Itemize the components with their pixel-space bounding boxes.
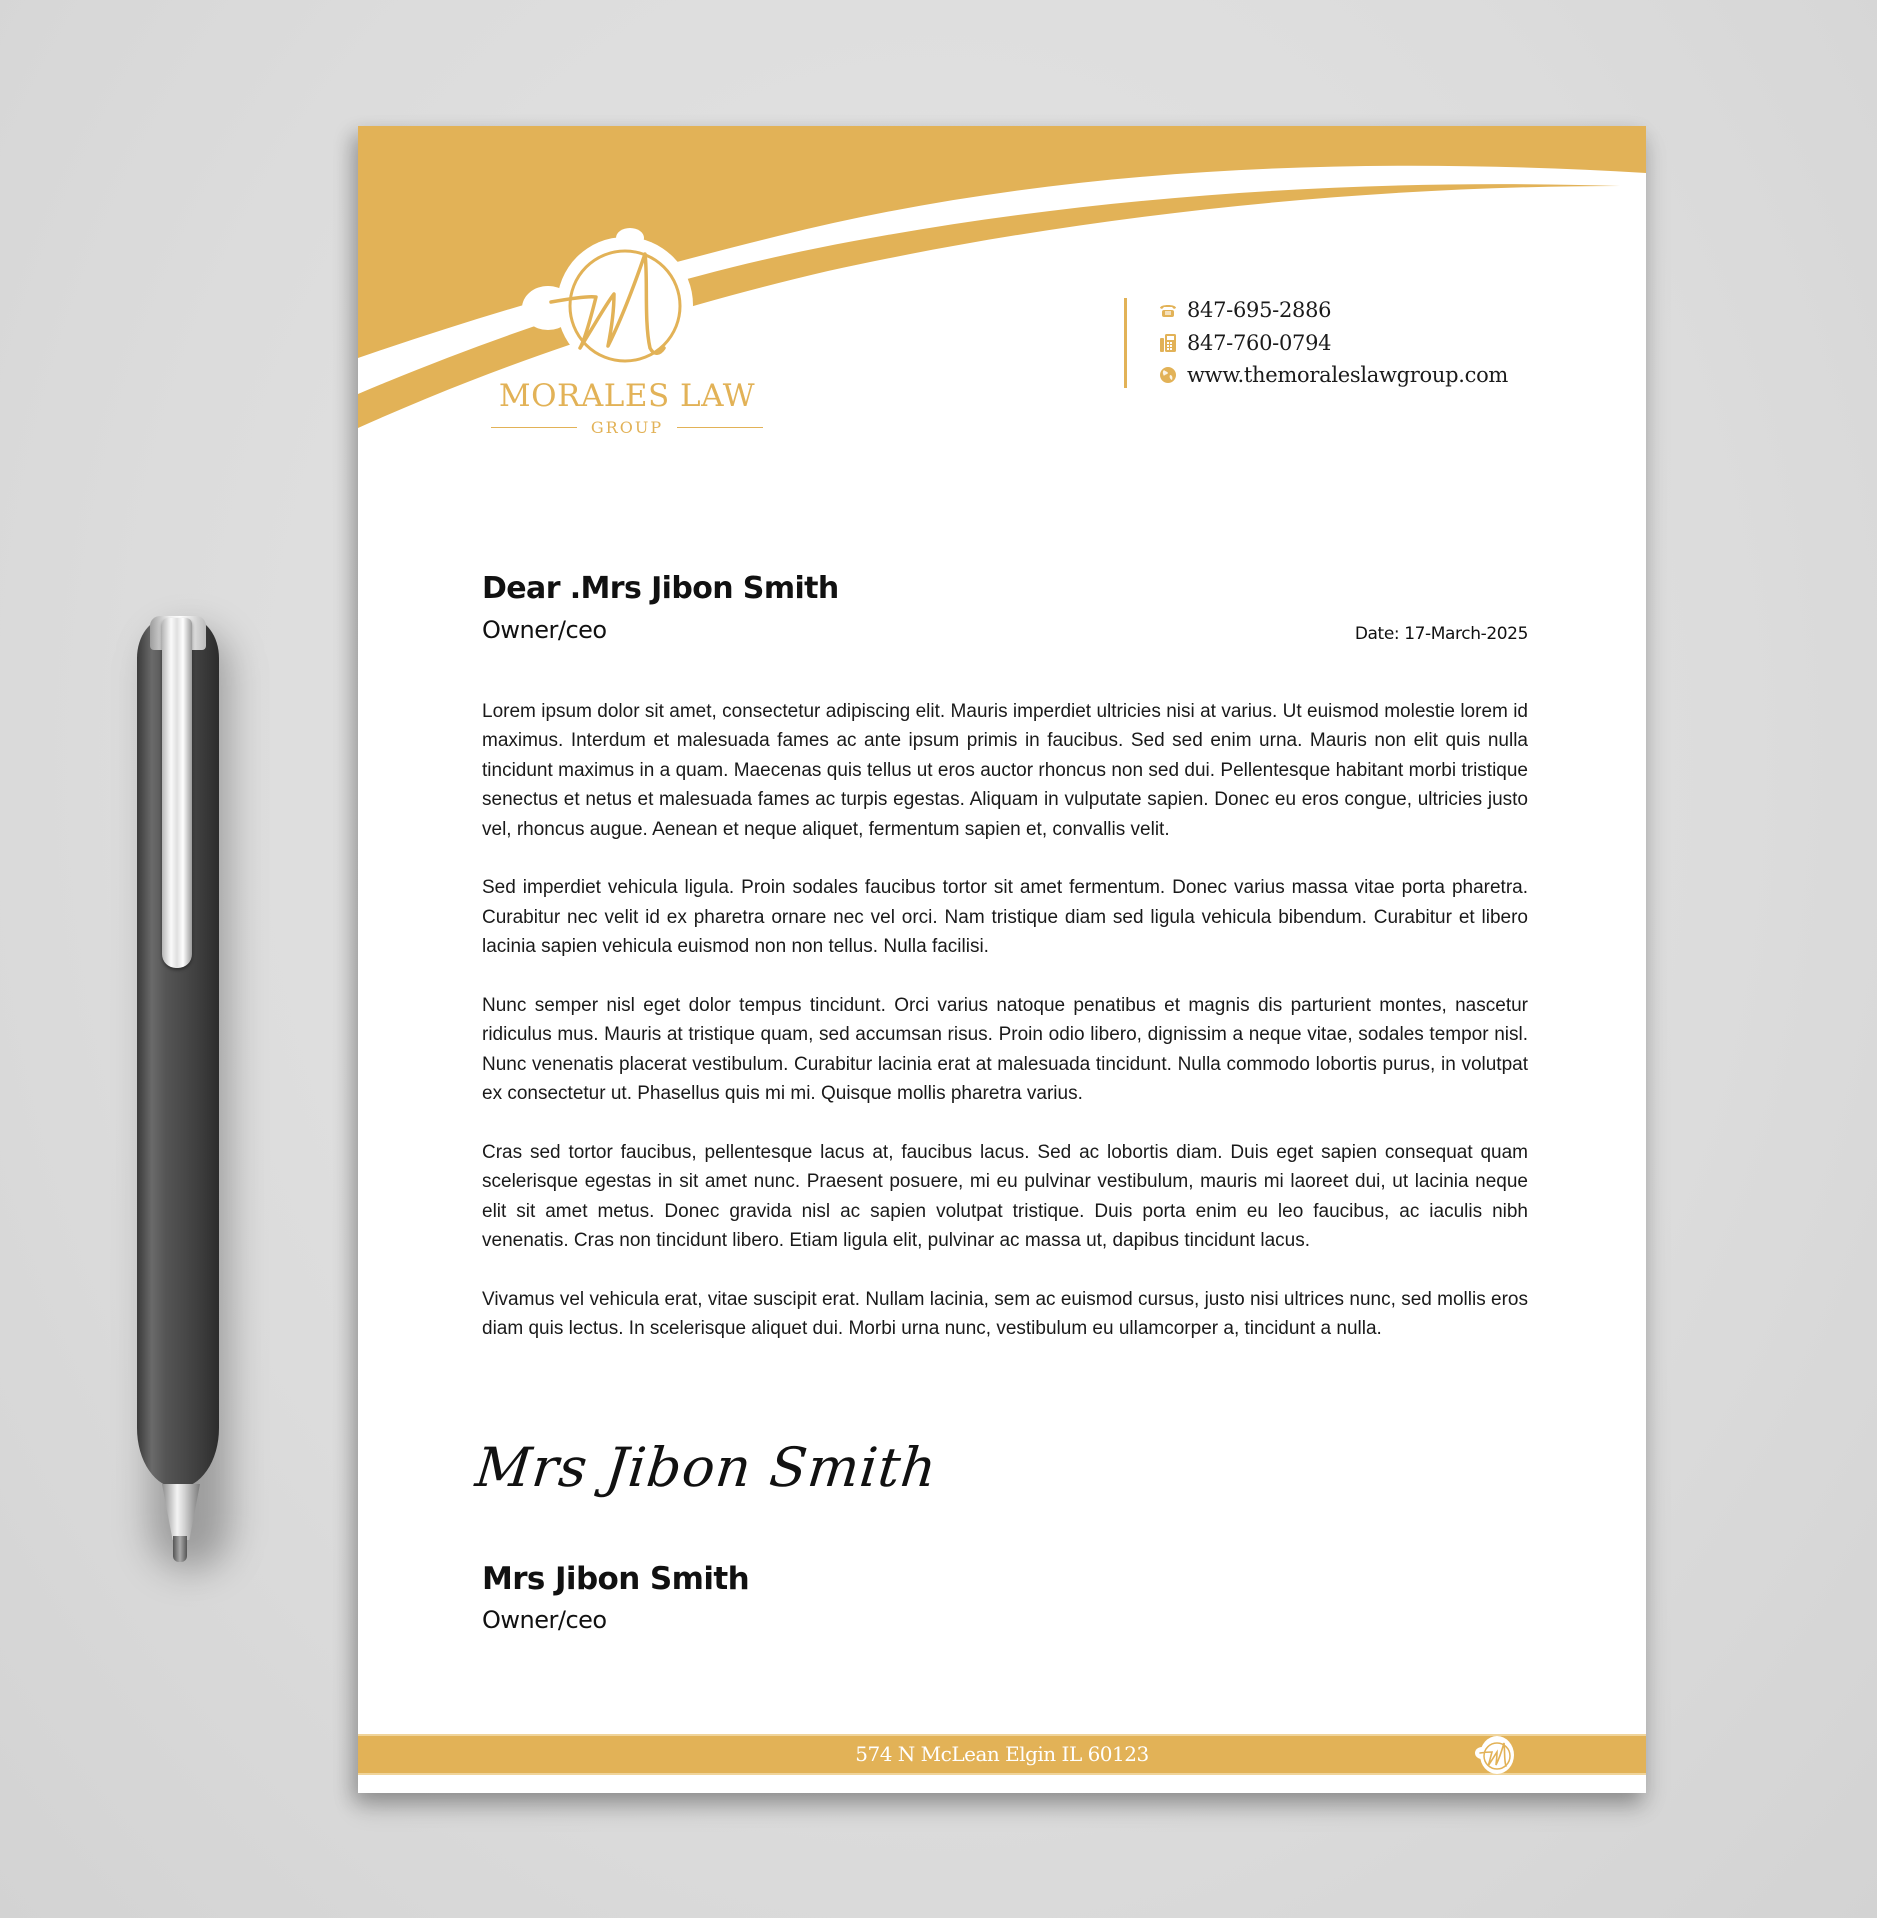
signer-title: Owner/ceo bbox=[482, 1606, 607, 1634]
footer-band bbox=[358, 1734, 1646, 1775]
logo-firm-name: MORALES LAW bbox=[498, 378, 756, 414]
fax-icon bbox=[1158, 333, 1178, 353]
contact-fax bbox=[1158, 327, 1508, 360]
logo-rule-left bbox=[491, 427, 577, 429]
body-paragraph: Nunc semper nisl eget dolor tempus tincidunt. Orci varius natoque penatibus et magnis dis parturient montes, nascetur ridiculus mus. Mauris at tristique quam, sed accumsan risus. Proin odio libero, dignissim a neque vitae, sodales tempor nisl. Nunc venenatis placerat vestibulum. Curabitur lacinia erat at malesuada tincidunt. Nulla commodo lobortis purus, in volutpat ex consectetur ut. Phasellus quis mi mi. Quisque mollis pharetra varius. bbox=[482, 995, 1528, 1105]
footer-monogram-icon bbox=[1470, 1731, 1520, 1777]
phone-number: 847-695-2886 bbox=[1187, 298, 1332, 323]
contact-phone bbox=[1158, 294, 1508, 327]
signer-name: Mrs Jibon Smith bbox=[482, 1561, 750, 1597]
contact-divider bbox=[1124, 298, 1127, 388]
salutation: Dear .Mrs Jibon Smith bbox=[482, 571, 839, 606]
handwritten-signature: Mrs Jibon Smith bbox=[472, 1436, 941, 1499]
contact-block bbox=[1158, 294, 1508, 392]
letter-date: Date: 17-March-2025 bbox=[1354, 624, 1528, 644]
body-paragraph: Vivamus vel vehicula erat, vitae suscipit erat. Nullam lacinia, sem ac euismod cursus, justo nisi ultrices nunc, sed mollis eros diam quis lectus. In scelerisque aliquet dui. Morbi urna nunc, vestibulum eu ullamcorper a, tincidunt a nulla. bbox=[482, 1289, 1528, 1340]
footer-address: 574 N McLean Elgin IL 60123 bbox=[855, 1742, 1149, 1766]
logo-subname-text: GROUP bbox=[590, 418, 664, 437]
globe-icon bbox=[1158, 365, 1178, 385]
pen-clip bbox=[162, 618, 192, 968]
pen-nib bbox=[173, 1536, 187, 1562]
phone-icon bbox=[1158, 300, 1178, 320]
logo-rule-right bbox=[677, 427, 763, 429]
letter-body bbox=[482, 697, 1528, 1373]
body-paragraph: Sed imperdiet vehicula ligula. Proin sodales faucibus tortor sit amet fermentum. Donec varius massa vitae porta pharetra. Curabitur nec velit id ex pharetra ornare nec vel orci. Nam tristique diam sed ligula vehicula bibendum. Curabitur et libero lacinia sapien vehicula euismod non non tellus. Nulla facilisi. bbox=[482, 877, 1528, 958]
fax-number: 847-760-0794 bbox=[1187, 330, 1332, 355]
body-paragraph: Cras sed tortor faucibus, pellentesque lacus at, faucibus lacus. Sed ac lobortis diam. Duis eget sapien consequat quam scelerisque egestas in sit amet nunc. Praesent posuere, mi eu pulvinar vestibulum, mauris mi laoreet dui, ut lacinia neque elit sit amet metus. Donec gravida nisl ac sapien volutpat tristique. Duis porta enim eu leo faucibus, ac iaculis nibh venenatis. Cras non tincidunt libero. Etiam ligula elit, pulvinar ac massa ut, dapibus tincidunt lacus. bbox=[482, 1142, 1528, 1252]
recipient-title: Owner/ceo bbox=[482, 616, 607, 644]
body-paragraph: Lorem ipsum dolor sit amet, consectetur adipiscing elit. Mauris imperdiet ultricies nisi at varius. Ut euismod molestie lorem id maximus. Interdum et malesuada fames ac ante ipsum primis in faucibus. Sed sed enim urna. Mauris non elit quis nulla tincidunt maximus in a quam. Maecenas quis tellus ut eros auctor rhoncus non sed dui. Pellentesque habitant morbi tristique senectus et netus et malesuada fames ac turpis egestas. Aliquam in vulputate sapien. Donec eu eros congue, ultricies justo vel, rhoncus augue. Aenean et neque aliquet, fermentum sapien et, convallis velit. bbox=[482, 701, 1528, 840]
website-link[interactable]: www.themoraleslawgroup.com bbox=[1187, 363, 1509, 388]
letterhead-paper bbox=[358, 126, 1646, 1793]
logo-firm-subname bbox=[482, 418, 772, 437]
contact-website[interactable] bbox=[1158, 359, 1508, 392]
